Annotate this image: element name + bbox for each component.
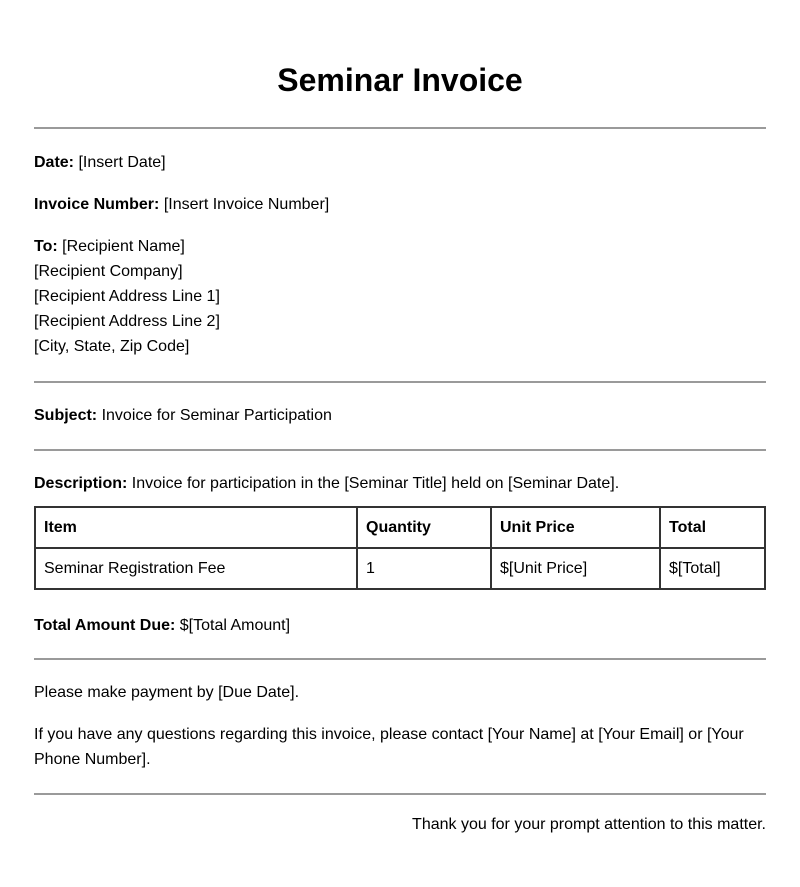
recipient-name: [Recipient Name] [62, 238, 185, 255]
table-row [35, 548, 765, 589]
date-value: [Insert Date] [78, 154, 166, 171]
recipient-address-line-1: [Recipient Address Line 1] [34, 288, 220, 305]
subject-value: Invoice for Seminar Participation [101, 407, 332, 424]
total-due-line [34, 616, 290, 636]
recipient-block [34, 234, 766, 359]
date-label: Date: [34, 154, 75, 171]
column-header-quantity: Quantity [357, 507, 491, 548]
divider [34, 381, 766, 383]
payment-note: Please make payment by [Due Date]. [34, 684, 300, 701]
cell-quantity: 1 [357, 548, 491, 589]
cell-item: Seminar Registration Fee [35, 548, 357, 589]
description-label: Description: [34, 475, 128, 492]
invoice-number-value: [Insert Invoice Number] [163, 196, 330, 213]
divider [34, 658, 766, 660]
invoice-number-line [34, 195, 329, 215]
to-label: To: [34, 238, 58, 255]
subject-line [34, 406, 332, 426]
recipient-name-line [34, 234, 766, 259]
description-line [34, 474, 619, 494]
divider [34, 793, 766, 795]
total-due-label: Total Amount Due: [34, 617, 176, 634]
date-line [34, 153, 166, 173]
subject-label: Subject: [34, 407, 98, 424]
closing-note: Thank you for your prompt attention to this matter. [412, 816, 766, 833]
divider [34, 127, 766, 129]
invoice-items-table [34, 506, 766, 590]
description-value: Invoice for participation in the [Seminar Title] held on [Seminar Date]. [131, 475, 620, 492]
column-header-total: Total [660, 507, 765, 548]
recipient-city: [City, State, Zip Code] [34, 338, 190, 355]
cell-unit-price: $[Unit Price] [491, 548, 660, 589]
contact-note: If you have any questions regarding this invoice, please contact [Your Name] at [Your Email] or [Your Phone Number]. [34, 726, 744, 768]
column-header-item: Item [35, 507, 357, 548]
table-header-row [35, 507, 765, 548]
divider [34, 449, 766, 451]
column-header-unit-price: Unit Price [491, 507, 660, 548]
recipient-company: [Recipient Company] [34, 263, 183, 280]
cell-total: $[Total] [660, 548, 765, 589]
total-due-value: $[Total Amount] [179, 617, 291, 634]
recipient-address-line-2: [Recipient Address Line 2] [34, 313, 220, 330]
page-title: Seminar Invoice [277, 62, 523, 98]
invoice-number-label: Invoice Number: [34, 196, 160, 213]
